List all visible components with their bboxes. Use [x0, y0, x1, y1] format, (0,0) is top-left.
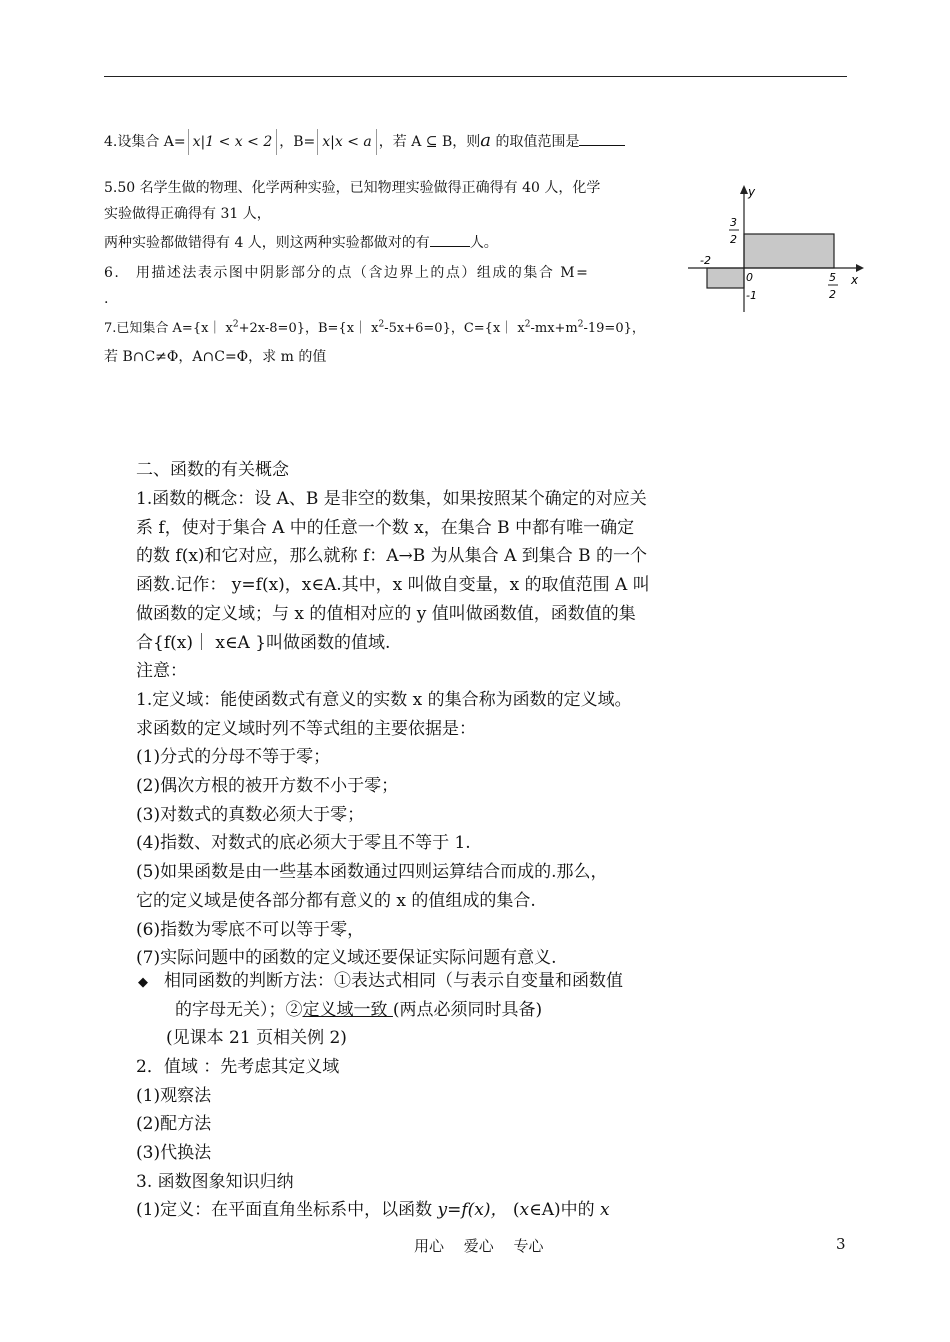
- body-line: 注意：: [136, 661, 187, 682]
- answer-blank-q4[interactable]: [579, 131, 625, 146]
- body-line: (3)代换法: [136, 1143, 212, 1164]
- question-6-line-2: .: [104, 291, 109, 307]
- body-line: 1.定义域：能使函数式有意义的实数 x 的集合称为函数的定义域。: [136, 689, 632, 710]
- body-line: (4)指数、对数式的底必须大于零且不等于 1.: [136, 833, 471, 854]
- footer-motto: 用心 爱心 专心: [414, 1237, 544, 1255]
- body-line: 系 f，使对于集合 A 中的任意一个数 x，在集合 B 中都有唯一确定: [136, 517, 635, 538]
- x-axis-arrow: [856, 264, 864, 272]
- body-line: 做函数的定义域；与 x 的值相对应的 y 值叫做函数值，函数值的集: [136, 603, 636, 624]
- body-line: 2．值域 ：先考虑其定义域: [136, 1057, 340, 1077]
- question-6-line-1: 6. 用描述法表示图中阴影部分的点（含边界上的点）组成的集合 M=: [104, 265, 590, 281]
- body-line: 合{f(x)｜ x∈A }叫做函数的值域.: [136, 632, 391, 653]
- shaded-rect-lower: [707, 268, 744, 288]
- question-7-line-2: 若 B∩C≠Φ，A∩C=Φ，求 m 的值: [104, 349, 327, 365]
- shaded-rect-upper: [744, 234, 834, 268]
- question-4: 4.设集合 A= x|1 < x < 2 ，B= x|x < a ，若 A ⊆ B，则a 的取值范围是: [104, 128, 625, 155]
- page-number: 3: [836, 1235, 846, 1253]
- set-a-builder: x|1 < x < 2: [188, 129, 278, 155]
- body-line: 它的定义域是使各部分都有意义的 x 的值组成的集合.: [136, 890, 536, 911]
- answer-blank-q5[interactable]: [430, 232, 470, 247]
- variable-a: a: [480, 130, 491, 151]
- set-b-builder: x|x < a: [317, 129, 377, 155]
- body-line: 3. 函数图象知识归纳: [136, 1171, 294, 1192]
- origin-label: 0: [746, 271, 753, 284]
- y-axis-arrow: [740, 185, 748, 194]
- body-line: (5)如果函数是由一些基本函数通过四则运算结合而成的.那么，: [136, 862, 608, 883]
- textbook-reference: (见课本 21 页相关例 2): [166, 1028, 347, 1048]
- x-axis-label: x: [851, 273, 859, 287]
- body-line: 函数.记作： y=f(x)，x∈A.其中，x 叫做自变量，x 的取值范围 A 叫: [136, 575, 650, 596]
- bullet-line-1: ◆ 相同函数的判断方法：①表达式相同（与表示自变量和函数值: [138, 971, 623, 991]
- question-5-line-2: 实验做得正确得有 31 人，: [104, 206, 271, 222]
- body-line: (6)指数为零底不可以等于零，: [136, 919, 365, 940]
- graph-definition-line: (1)定义：在平面直角坐标系中，以函数 y=f(x)， (x∈A)中的 x: [136, 1200, 610, 1220]
- question-5-line-1: 5.50 名学生做的物理、化学两种实验，已知物理实验做得正确得有 40 人，化学: [104, 180, 601, 196]
- x-frac-denominator: 2: [829, 288, 836, 301]
- body-line: (3)对数式的真数必须大于零；: [136, 804, 365, 825]
- body-line: (1)观察法: [136, 1085, 212, 1106]
- bullet-line-2: 的字母无关）；②定义域一致 (两点必须同时具备): [175, 1000, 543, 1020]
- body-line: (2)配方法: [136, 1114, 212, 1135]
- body-line: 的数 f(x)和它对应，那么就称 f：A→B 为从集合 A 到集合 B 的一个: [136, 546, 648, 567]
- body-line: (1)分式的分母不等于零；: [136, 747, 331, 768]
- question-5-line-3: 两种实验都做错得有 4 人，则这两种实验都做对的有 人。: [104, 232, 498, 254]
- y-frac-denominator: 2: [730, 233, 737, 246]
- y-axis-label: y: [748, 185, 756, 199]
- body-line: (7)实际问题中的函数的定义域还要保证实际问题有意义.: [136, 948, 557, 969]
- y-frac-numerator: 3: [730, 216, 737, 229]
- shaded-region-graph: [680, 180, 880, 320]
- neg-x-label: -2: [700, 254, 711, 267]
- body-line: 1.函数的概念：设 A、B 是非空的数集，如果按照某个确定的对应关: [136, 489, 647, 509]
- section-title: 二、函数的有关概念: [136, 460, 289, 480]
- neg-y-label: -1: [746, 289, 757, 302]
- diamond-bullet-icon: ◆: [138, 975, 148, 990]
- body-line: (2)偶次方根的被开方数不小于零；: [136, 776, 399, 796]
- header-rule: [104, 76, 847, 77]
- body-line: 求函数的定义域时列不等式组的主要依据是：: [136, 718, 476, 739]
- x-frac-numerator: 5: [829, 271, 836, 284]
- question-7-line-1: 7.已知集合 A={x｜ $x^2+2x-8=0$}，B={x｜ $x^2-5x+6=0$}，C={x｜ $x^2-mx+m^2-19=0$}，: [104, 319, 645, 336]
